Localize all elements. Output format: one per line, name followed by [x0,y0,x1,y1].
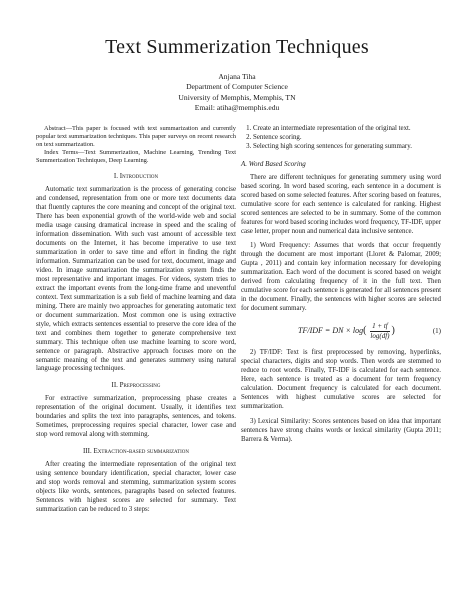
abstract: Abstract—This paper is focused with text summarization and currently popular text summarization techniques. This paper surveys on recent research on text summarization. [36,125,236,149]
author-department: Department of Computer Science [186,82,288,92]
intro-paragraph: Automatic text summarization is the process of generating concise and condensed, representation from one or more text documents data that fluently captures the core meaning and concept of the original text. There has been exponential growth of the world-wide web and social media usage causing dramatical increase in speed and the scaling of information dissemination. With such vast amount of accessible text documents on the Internet, it has become imperative to use text summarization in order to save time and effort in finding the right information. Summarization can be used for text, document, image and video. In image summarization the summarization system finds the most representative and important images. For videos, system tries to extract the important events from the long-time frame and uneventful context. Text summarization is a sub field of machine learning and data mining. There are mainly two approaches for generating automatic text or document summarization. Most common one is using extractive style, which extracts sentences essential to preserve the core idea of the text and combines them together to generate comprehensive text summary. This technique often use machine learning to score word, sentence or paragraph. Abstractive approach focuses more on the semantic meaning of the text and generates summery using natural language processing techniques. [36,186,236,373]
word-frequency-paragraph: 1) Word Frequency: Assumes that words that occur frequently through the document are most important (Lloret & Palomar, 2009; Gupta , 2011) and contain key information necessary for developing summarization. Each word of the document is scored based on weight derived from calculating frequency of it in the full text. Then cumulative score for each sentence is generated for all sentences present in the document. Finally, the sentences with higher scores are selected for document summary. [241,242,441,313]
tfidf-paragraph: 2) TF/IDF: Text is first preprocessed by removing, hyperlinks, special characters, digits and stop words. Then words are stemmed to reduce to root words. Finally, TF-IDF is calculated for each sentence. Here, each sentence is treated as a document for term frequency calculation. Document frequency is calculated for each document. Sentences with highest cumulative scores are selected for summarization. [241,349,441,410]
list-item: 1. Create an intermediate representation of the original text. [253,125,441,134]
word-scoring-paragraph: There are different techniques for generating summery using word based scoring. In word based scoring, each sentence in a document is scored based on some selected features. After scoring based on features, cumulative score for each sentence is calculated for ranking. Highest scored sentences are selected to be in summary. Some of the common features for word based scoring includes word frequency, TF-IDF, upper case letter, proper noun and numerical data inclusive sentence. [241,173,441,235]
equation-number: (1) [432,327,441,336]
equation-denominator: log(df) [370,332,390,341]
equation-lhs: TF/IDF = DN × log [298,326,364,336]
list-item: 2. Sentence scoring. [253,134,441,143]
extraction-paragraph: After creating the intermediate representation of the original text using sentence boundary identification, special character, lower case and stop words removal and stemming, summarization system scores objects like words, sentences, paragraphs based on selected features. Sentences with highest scores are selected for summary. Text summarization can be reduced to 3 steps: [36,461,236,513]
preprocessing-paragraph: For extractive summarization, preprocessing phase creates a representation of the original document. Usually, it identifies text boundaries and splits the text into paragraphs, sentences, and tokens. Sometimes, preprocessing requires special character, lower case and stop word removal along with stemming. [36,395,236,439]
list-item: 3. Selecting high scoring sentences for generating summary. [253,143,441,152]
author-name: Anjana Tiha [218,72,256,81]
author-email: Email: atiha@memphis.edu [194,103,280,113]
equation-numerator: 1 + tf [372,322,388,331]
author-university: University of Memphis, Memphis, TN [178,92,296,102]
equation-tfidf: TF/IDF = DN × log ( $\frac{1 + tf}{\log(df)}$ ) (1) [298,322,441,341]
equation-fraction [368,322,391,341]
steps-list [241,125,441,152]
right-column [241,125,441,445]
paper-title: Text Summerization Techniques [105,36,369,58]
subsection-heading-word-scoring: A. Word Based Scoring [241,159,306,168]
section-heading-preprocessing: II. Preprocessing [111,381,161,390]
author-block [0,72,474,114]
left-column [36,125,236,515]
section-heading-introduction: I. Introduction [113,172,159,181]
index-terms: Index Terms—Text Summerization, Machine Learning, Trending Text Summerization Techniques, Deep Learning. [36,149,236,165]
lexical-similarity-paragraph: 3) Lexical Similarity: Scores sentences based on idea that important sentences have strong chains words or lexical similarity (Gupta 2011; Barrera & Verma). [241,417,441,443]
section-heading-extraction: III. Extraction-based summarization [82,447,190,456]
